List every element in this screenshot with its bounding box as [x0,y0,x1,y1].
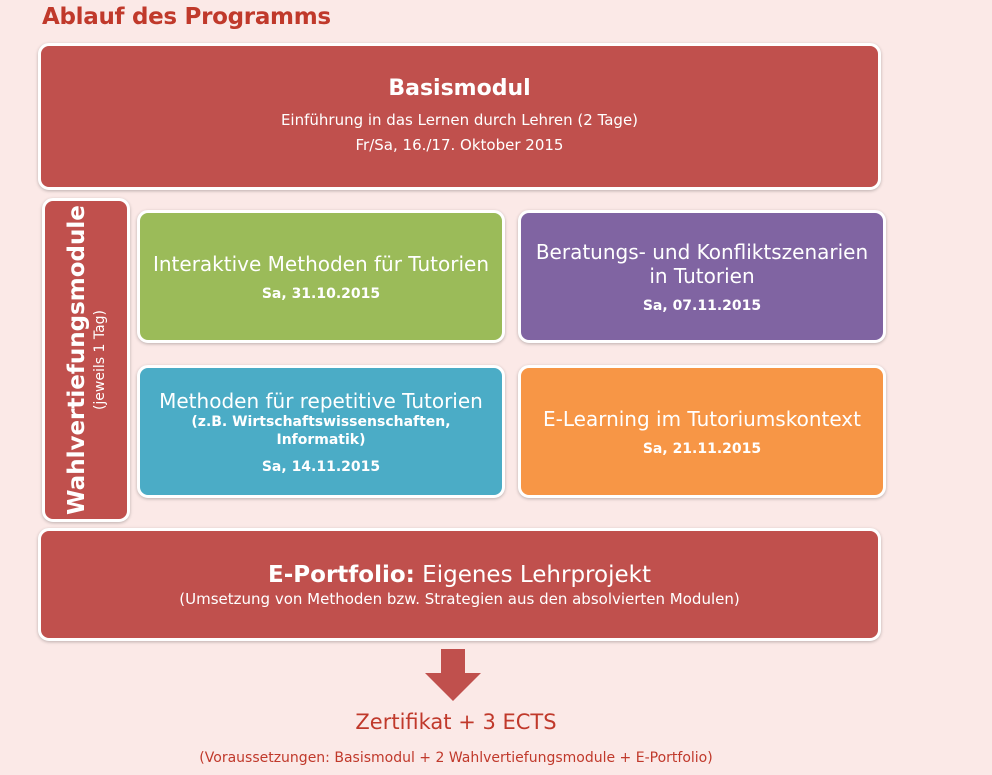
down-arrow-icon [425,649,481,701]
basismodul-box [38,43,881,190]
module-title-line2: in Tutorien [649,263,755,288]
module-date: Sa, 21.11.2015 [642,440,762,457]
module-title: E-Learning im Tutoriumskontext [543,406,861,431]
module-interaktive-methoden [137,210,505,343]
module-title-line1: Beratungs- und Konfliktszenarien [535,239,869,264]
e-portfolio-box [38,528,881,641]
certificate-text: Zertifikat + 3 ECTS [355,710,557,734]
module-subtitle-line2: Informatik) [276,431,366,448]
wahlvertiefungsmodule-label-box [42,198,130,522]
module-date: Sa, 07.11.2015 [642,297,762,314]
wahlvertiefungsmodule-sub: (jeweils 1 Tag) [92,309,108,411]
module-subtitle-line1: (z.B. Wirtschaftswissenschaften, [191,413,451,430]
module-date: Sa, 31.10.2015 [261,285,381,302]
basismodul-description: Einführung in das Lernen durch Lehren (2 Tage) [280,110,639,129]
module-title: Interaktive Methoden für Tutorien [152,251,489,276]
module-title: Methoden für repetitive Tutorien [159,388,483,413]
module-e-learning [518,365,886,498]
e-portfolio-heading [268,562,651,588]
page-title: Ablauf des Programms [42,4,331,30]
module-repetitive-tutorien [137,365,505,498]
e-portfolio-heading-rest: Eigenes Lehrprojekt [414,561,651,588]
module-beratung-konflikt [518,210,886,343]
module-date: Sa, 14.11.2015 [261,458,381,475]
basismodul-heading: Basismodul [388,75,531,101]
e-portfolio-heading-bold: E-Portfolio: [268,561,415,588]
e-portfolio-sub: (Umsetzung von Methoden bzw. Strategien aus den absolvierten Modulen) [179,589,740,608]
wahlvertiefungsmodule-heading: Wahlvertiefungsmodule [64,205,90,515]
requirements-text: (Voraussetzungen: Basismodul + 2 Wahlvertiefungsmodule + E-Portfolio) [199,750,713,766]
basismodul-date: Fr/Sa, 16./17. Oktober 2015 [355,135,564,154]
